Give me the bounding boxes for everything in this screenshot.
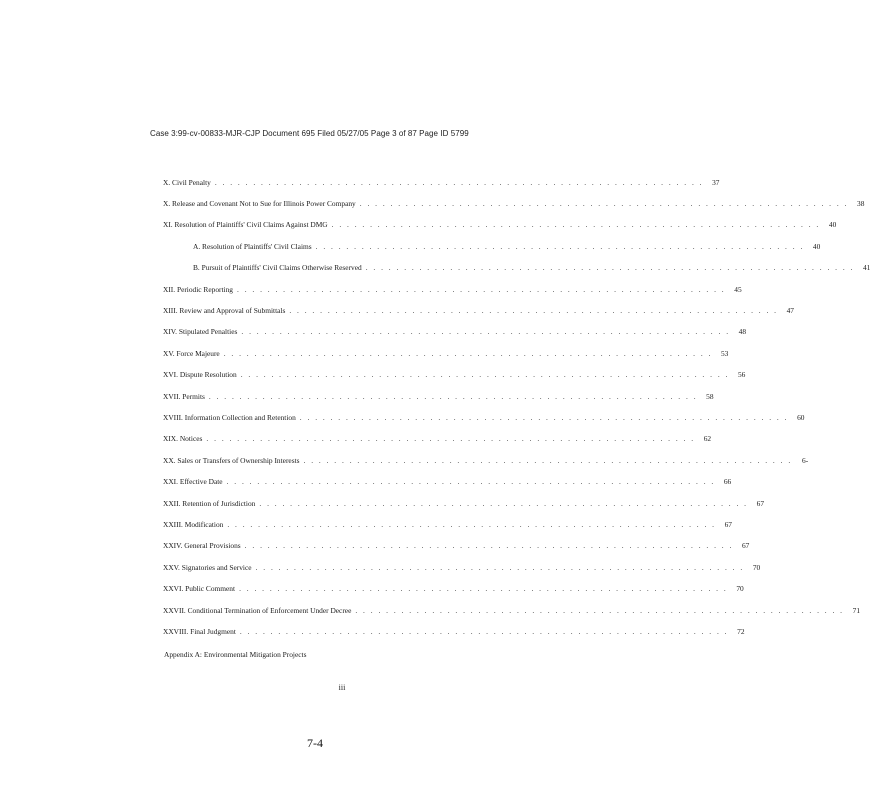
toc-leader-dots: . . . . . . . . . . . . . . . . . . . . . . . . . . . . . . . . . . . . . . . . . . . . . . . . . . . . . . . . . . . . . . . .: [365, 263, 855, 273]
appendix-entry: Appendix A: Environmental Mitigation Projects: [164, 650, 307, 659]
toc-title: B. Pursuit of Plaintiffs' Civil Claims Otherwise Reserved: [193, 263, 362, 273]
toc-leader-dots: . . . . . . . . . . . . . . . . . . . . . . . . . . . . . . . . . . . . . . . . . . . . . . . . . . . . . . . . . . . . . . . .: [255, 562, 745, 572]
toc-page-number: 40: [828, 220, 837, 230]
bottom-page-number: 7-4: [307, 736, 323, 750]
toc-row: [163, 409, 805, 422]
toc-title: XXVII. Conditional Termination of Enforcement Under Decree: [163, 605, 352, 615]
toc-leader-dots: . . . . . . . . . . . . . . . . . . . . . . . . . . . . . . . . . . . . . . . . . . . . . . . . . . . . . . . . . . . . . . . .: [226, 477, 716, 487]
toc-row: [163, 217, 837, 230]
toc-title: XII. Periodic Reporting: [163, 284, 233, 294]
toc-row: [163, 174, 720, 187]
toc-leader-dots: . . . . . . . . . . . . . . . . . . . . . . . . . . . . . . . . . . . . . . . . . . . . . . . . . . . . . . . . . . . . . . . .: [227, 519, 716, 529]
toc-page-number: 71: [852, 605, 861, 615]
toc-title: XIV. Stipulated Penalties: [163, 327, 238, 337]
toc-row: [163, 495, 765, 508]
toc-title: XX. Sales or Transfers of Ownership Interests: [163, 455, 300, 465]
toc-title: XVI. Dispute Resolution: [163, 370, 237, 380]
toc-page-number: 40: [812, 241, 821, 251]
toc-title: XXV. Signatories and Service: [163, 562, 252, 572]
toc-row: [163, 388, 714, 401]
toc-page-number: 67: [741, 541, 750, 551]
toc-leader-dots: . . . . . . . . . . . . . . . . . . . . . . . . . . . . . . . . . . . . . . . . . . . . . . . . . . . . . . . . . . . . . . . .: [240, 370, 730, 380]
toc-leader-dots: . . . . . . . . . . . . . . . . . . . . . . . . . . . . . . . . . . . . . . . . . . . . . . . . . . . . . . . . . . . . . . . .: [244, 541, 734, 551]
toc-page-number: 70: [752, 562, 761, 572]
toc-leader-dots: . . . . . . . . . . . . . . . . . . . . . . . . . . . . . . . . . . . . . . . . . . . . . . . . . . . . . . . . . . . . . . . .: [237, 284, 726, 294]
toc-title: XV. Force Majeure: [163, 348, 220, 358]
toc-title: X. Civil Penalty: [163, 177, 211, 187]
toc-leader-dots: . . . . . . . . . . . . . . . . . . . . . . . . . . . . . . . . . . . . . . . . . . . . . . . . . . . . . . . . . . . . . . . .: [206, 434, 696, 444]
toc-row: [163, 602, 861, 615]
toc-leader-dots: . . . . . . . . . . . . . . . . . . . . . . . . . . . . . . . . . . . . . . . . . . . . . . . . . . . . . . . . . . . . . . . .: [214, 177, 704, 187]
toc-leader-dots: . . . . . . . . . . . . . . . . . . . . . . . . . . . . . . . . . . . . . . . . . . . . . . . . . . . . . . . . . . . . . . . .: [259, 498, 749, 508]
toc-row: [163, 559, 761, 572]
toc-leader-dots: . . . . . . . . . . . . . . . . . . . . . . . . . . . . . . . . . . . . . . . . . . . . . . . . . . . . . . . . . . . . . . . .: [239, 584, 728, 594]
toc-title: XXI. Effective Date: [163, 477, 223, 487]
toc-leader-dots: . . . . . . . . . . . . . . . . . . . . . . . . . . . . . . . . . . . . . . . . . . . . . . . . . . . . . . . . . . . . . . . .: [331, 220, 821, 230]
toc-page-number: 37: [712, 177, 720, 187]
toc-leader-dots: . . . . . . . . . . . . . . . . . . . . . . . . . . . . . . . . . . . . . . . . . . . . . . . . . . . . . . . . . . . . . . . .: [223, 348, 713, 358]
case-header: Case 3:99-cv-00833-MJR-CJP Document 695 Filed 05/27/05 Page 3 of 87 Page ID 5799: [150, 129, 469, 138]
toc-page-number: 48: [738, 327, 747, 337]
toc-page-number: 47: [786, 305, 794, 315]
toc-leader-dots: . . . . . . . . . . . . . . . . . . . . . . . . . . . . . . . . . . . . . . . . . . . . . . . . . . . . . . . . . . . . . . . .: [303, 455, 793, 465]
toc-title: XXVI. Public Comment: [163, 584, 236, 594]
toc-page-number: 62: [703, 434, 712, 444]
toc-title: XI. Resolution of Plaintiffs' Civil Claims Against DMG: [163, 220, 328, 230]
toc-page-number: 67: [756, 498, 765, 508]
toc-title: XIX. Notices: [163, 434, 203, 444]
toc-row: [163, 302, 794, 315]
toc-leader-dots: . . . . . . . . . . . . . . . . . . . . . . . . . . . . . . . . . . . . . . . . . . . . . . . . . . . . . . . . . . . . . . . .: [239, 626, 729, 636]
toc-leader-dots: . . . . . . . . . . . . . . . . . . . . . . . . . . . . . . . . . . . . . . . . . . . . . . . . . . . . . . . . . . . . . . . .: [315, 241, 805, 251]
toc-page-number: 41: [862, 263, 870, 273]
toc-row: [163, 581, 744, 594]
toc-page-number: 38: [857, 198, 865, 208]
toc-title: XXIII. Modification: [163, 519, 224, 529]
toc-page-number: 60: [797, 412, 805, 422]
toc-row: [193, 260, 870, 273]
toc-page-number: 58: [706, 391, 714, 401]
toc-page-number: 53: [720, 348, 729, 358]
toc-row: [163, 516, 732, 529]
toc-page-number: 6-: [802, 455, 809, 465]
toc-page-number: 72: [737, 626, 745, 636]
toc-page-number: 70: [736, 584, 744, 594]
toc-leader-dots: . . . . . . . . . . . . . . . . . . . . . . . . . . . . . . . . . . . . . . . . . . . . . . . . . . . . . . . . . . . . . . . .: [208, 391, 698, 401]
toc-title: A. Resolution of Plaintiffs' Civil Claims: [193, 241, 312, 251]
toc-row: [163, 431, 712, 444]
toc-row: [163, 367, 746, 380]
toc-row: [163, 474, 732, 487]
toc-row: [163, 195, 865, 208]
toc-row: [163, 281, 742, 294]
toc-page-number: 56: [737, 370, 746, 380]
toc-title: XXII. Retention of Jurisdiction: [163, 498, 256, 508]
toc-title: XXVIII. Final Judgment: [163, 626, 236, 636]
toc-row: [163, 324, 747, 337]
toc-leader-dots: . . . . . . . . . . . . . . . . . . . . . . . . . . . . . . . . . . . . . . . . . . . . . . . . . . . . . . . . . . . . . . . .: [359, 198, 849, 208]
toc-title: XVII. Permits: [163, 391, 205, 401]
toc-leader-dots: . . . . . . . . . . . . . . . . . . . . . . . . . . . . . . . . . . . . . . . . . . . . . . . . . . . . . . . . . . . . . . . .: [241, 327, 731, 337]
toc-row: [163, 538, 750, 551]
roman-page-number: iii: [338, 683, 346, 692]
toc-page-number: 66: [723, 477, 732, 487]
toc-page-number: 67: [724, 519, 732, 529]
toc-title: XIII. Review and Approval of Submittals: [163, 305, 286, 315]
toc-row: [193, 238, 821, 251]
toc-row: [163, 345, 729, 358]
toc-row: [163, 452, 809, 465]
toc-leader-dots: . . . . . . . . . . . . . . . . . . . . . . . . . . . . . . . . . . . . . . . . . . . . . . . . . . . . . . . . . . . . . . . .: [289, 305, 778, 315]
toc-page-number: 45: [734, 284, 742, 294]
toc-title: X. Release and Covenant Not to Sue for Illinois Power Company: [163, 198, 356, 208]
toc-leader-dots: . . . . . . . . . . . . . . . . . . . . . . . . . . . . . . . . . . . . . . . . . . . . . . . . . . . . . . . . . . . . . . . .: [355, 605, 845, 615]
toc-leader-dots: . . . . . . . . . . . . . . . . . . . . . . . . . . . . . . . . . . . . . . . . . . . . . . . . . . . . . . . . . . . . . . . .: [299, 412, 789, 422]
toc-title: XVIII. Information Collection and Retention: [163, 412, 296, 422]
toc-row: [163, 623, 745, 636]
toc-title: XXIV. General Provisions: [163, 541, 241, 551]
